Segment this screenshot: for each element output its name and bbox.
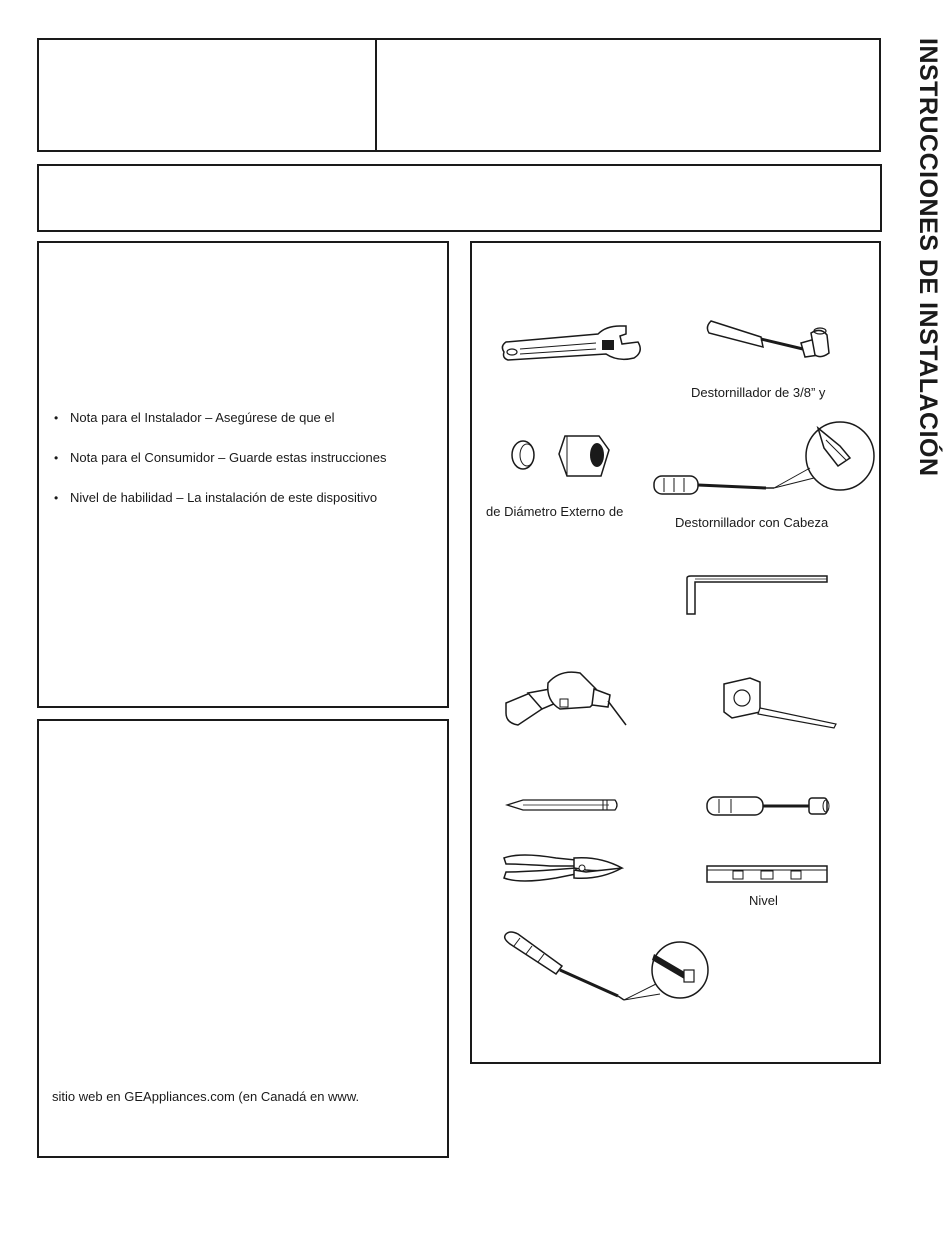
level-icon (705, 862, 829, 886)
hex-key-icon (683, 574, 833, 616)
phillips-screwdriver-icon (650, 418, 880, 498)
header-left-box (37, 38, 377, 152)
tape-measure-icon (720, 672, 840, 732)
side-title: INSTRUCCIONES DE INSTALACIÓN (914, 38, 942, 477)
skill-level-note: • Nivel de habilidad – La instalación de este dispositivo (52, 489, 444, 529)
installer-note: • Nota para el Instalador – Asegúrese de que el (52, 409, 444, 449)
torx-screwdriver-icon (500, 928, 712, 1004)
consumer-note: • Nota para el Consumidor – Guarde estas instrucciones (52, 449, 444, 489)
compression-label: de Diámetro Externo de (486, 504, 624, 519)
notes-list (52, 409, 444, 529)
level-label: Nivel (749, 893, 778, 908)
header-right-box (375, 38, 881, 152)
website-text: sitio web en GEAppliances.com (en Canadá en www. (52, 1089, 360, 1104)
compression-fittings-icon (505, 432, 615, 480)
phillips-label: Destornillador con Cabeza (675, 515, 829, 530)
notice-box (37, 164, 882, 232)
pencil-icon (505, 795, 621, 815)
nut-driver-icon (703, 315, 843, 365)
adjustable-wrench-icon (498, 322, 648, 366)
small-nut-driver-icon (705, 793, 835, 819)
socket-driver-label: Destornillador de 3/8” y (691, 385, 826, 400)
pliers-icon (500, 850, 626, 886)
drill-icon (500, 663, 630, 733)
